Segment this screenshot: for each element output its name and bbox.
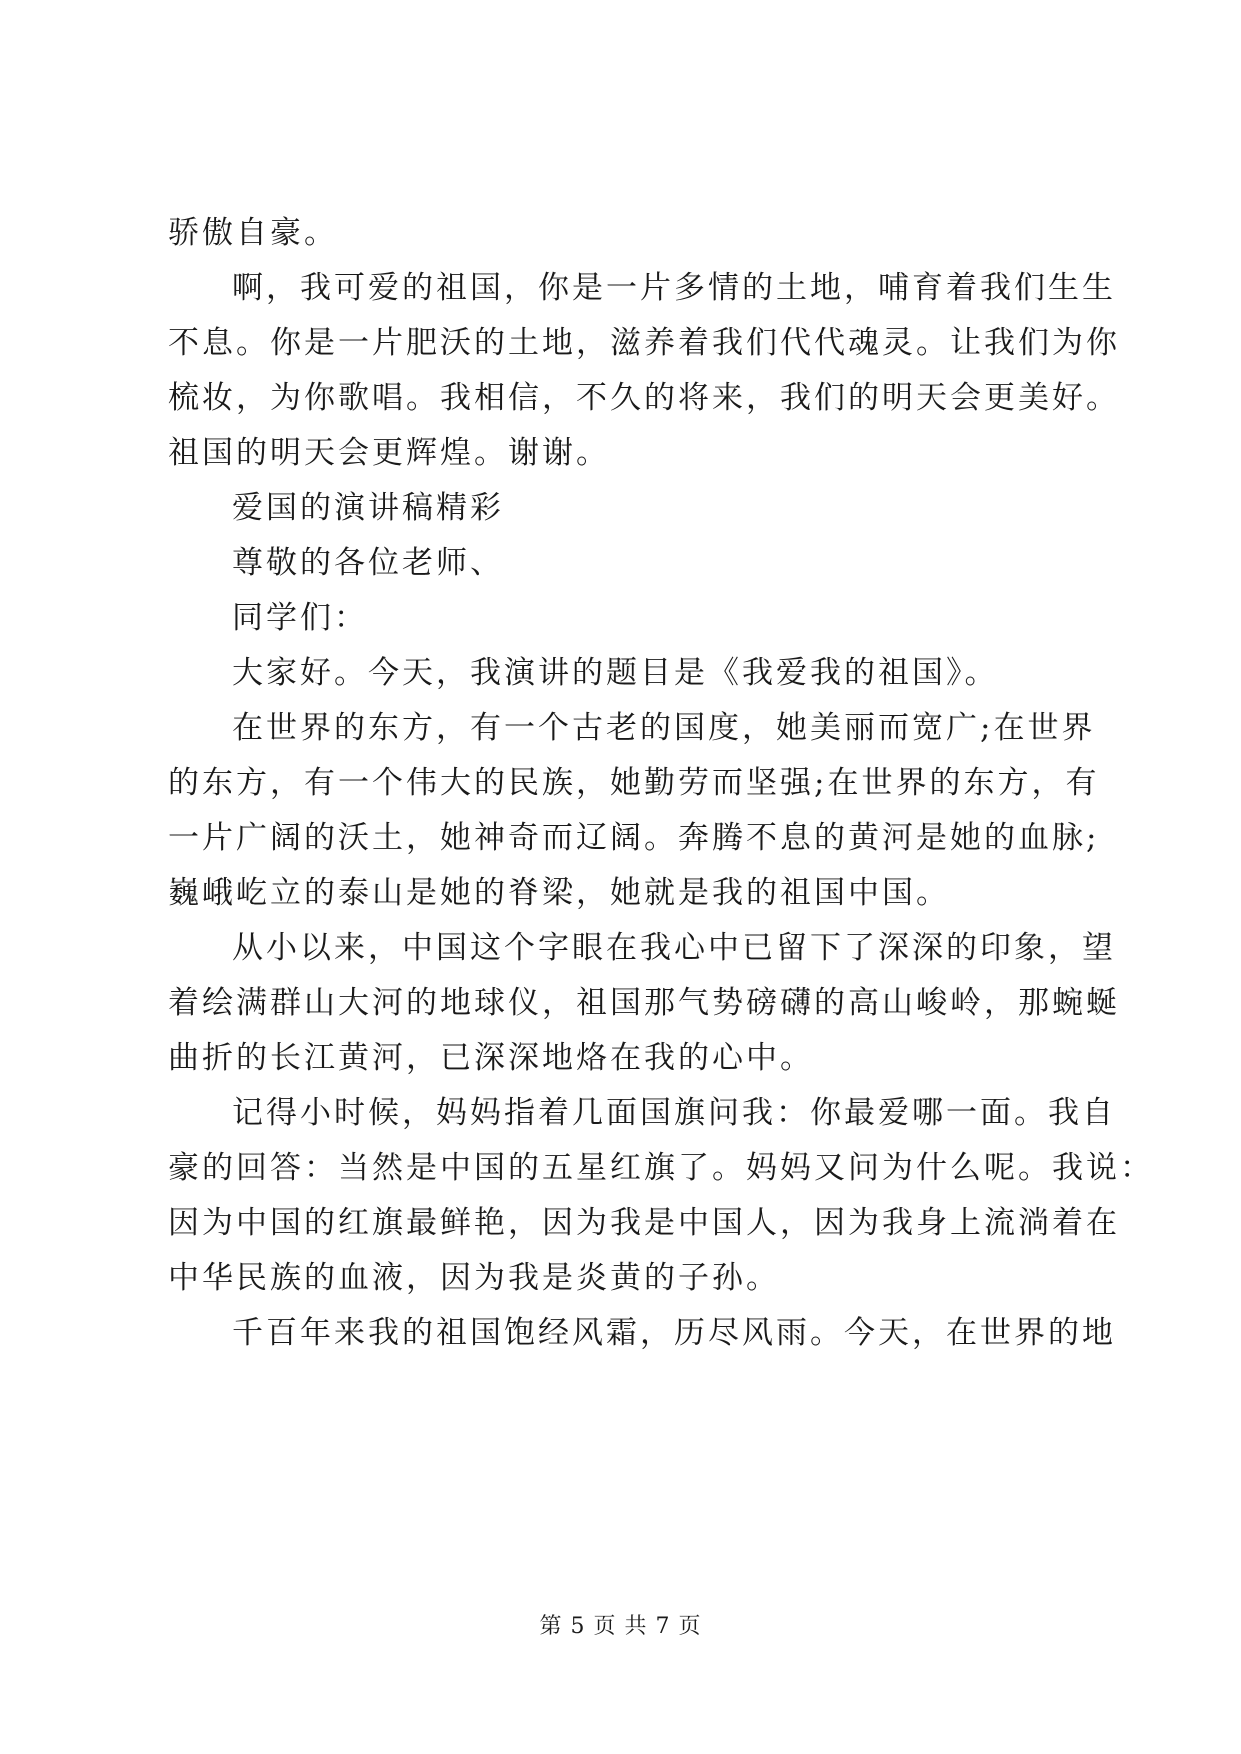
text-line: 尊敬的各位老师、 (232, 545, 504, 581)
text-line: 曲折的长江黄河，已深深地烙在我的心中。 (168, 1040, 814, 1076)
text-line: 千百年来我的祖国饱经风霜，历尽风雨。今天，在世界的地 (232, 1315, 1116, 1351)
text-line: 从小以来，中国这个字眼在我心中已留下了深深的印象，望 (232, 930, 1116, 966)
text-line: 啊，我可爱的祖国，你是一片多情的土地，哺育着我们生生 (232, 270, 1116, 306)
text-line: 豪的回答：当然是中国的五星红旗了。妈妈又问为什么呢。我说： (168, 1150, 1154, 1186)
text-line: 着绘满群山大河的地球仪，祖国那气势磅礴的高山峻岭，那蜿蜒 (168, 985, 1120, 1021)
text-line: 大家好。今天，我演讲的题目是《我爱我的祖国》。 (232, 655, 999, 691)
text-line: 因为中国的红旗最鲜艳，因为我是中国人，因为我身上流淌着在 (168, 1205, 1120, 1241)
text-line: 中华民族的血液，因为我是炎黄的子孙。 (168, 1260, 780, 1296)
text-line: 在世界的东方，有一个古老的国度，她美丽而宽广;在世界 (232, 710, 1096, 746)
text-line: 记得小时候，妈妈指着几面国旗问我：你最爱哪一面。我自 (232, 1095, 1116, 1131)
text-line: 不息。你是一片肥沃的土地，滋养着我们代代魂灵。让我们为你 (168, 325, 1120, 361)
text-line: 同学们： (232, 600, 368, 636)
text-line: 骄傲自豪。 (168, 215, 338, 251)
text-line: 祖国的明天会更辉煌。谢谢。 (168, 435, 610, 471)
text-line: 巍峨屹立的泰山是她的脊梁，她就是我的祖国中国。 (168, 875, 950, 911)
page-number-footer: 第 5 页 共 7 页 (539, 1614, 702, 1639)
text-line: 一片广阔的沃土，她神奇而辽阔。奔腾不息的黄河是她的血脉; (168, 820, 1100, 856)
text-line: 爱国的演讲稿精彩 (232, 490, 504, 526)
text-line: 的东方，有一个伟大的民族，她勤劳而坚强;在世界的东方，有 (168, 765, 1100, 801)
text-line: 梳妆，为你歌唱。我相信，不久的将来，我们的明天会更美好。 (168, 380, 1120, 416)
